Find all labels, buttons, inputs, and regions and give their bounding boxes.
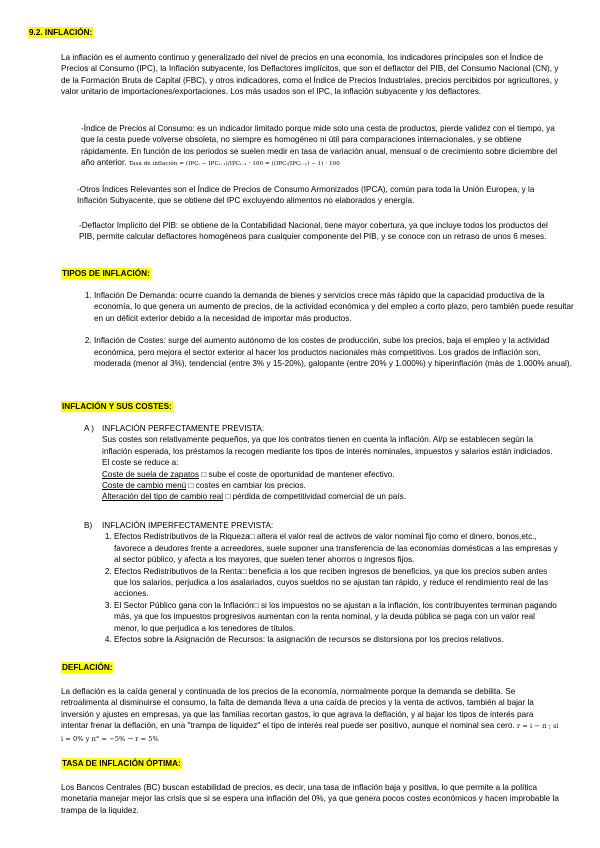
prevista-item-label: Coste de cambio menú — [102, 481, 187, 491]
prevista-letter: A ) — [84, 424, 95, 433]
heading-inflacion — [28, 27, 93, 38]
ipc-item-text: -Índice de Precios al Consumo: es un indicador limitado porque mide solo una cesta de productos, pierde validez con el tiempo, ya que la cesta puede volverse obsoleta, no siempre es homogéneo ni útil para comparaciones internacionales, y se obtiene rápidamente. En función de los periodos se suelen medir en tasa de variación anual, mensual o de crecimiento sobre diciembre del año anterior. — [81, 124, 558, 168]
heading-costes-text: INFLACIÓN Y SUS COSTES: — [62, 402, 172, 411]
prevista-item — [102, 491, 560, 502]
deflacion-paragraph — [61, 686, 561, 745]
deflacion-formula: r = i − π ; si i = 0% y π° = −5% → r = 5% — [61, 722, 559, 743]
optima-paragraph: Los Bancos Centrales (BC) buscan estabilidad de precios, es decir, una tasa de inflación baja y positiva, lo que permite a la política monetaria manejar mejor las crisis que si se espera una inflación del 0%, ya que genera pocos costes económicos y hacen improbable la trampa de la liquidez. — [61, 783, 559, 815]
heading-optima — [61, 758, 182, 769]
heading-costes — [61, 401, 173, 412]
heading-deflacion-text: DEFLACIÓN: — [62, 663, 113, 672]
tipos-list — [80, 290, 576, 369]
heading-inflacion-text: 9.2. INFLACIÓN: — [29, 28, 93, 37]
imprevista-section — [84, 520, 562, 645]
prevista-text: Sus costes son relativamente pequeños, ya que los contratos tienen en cuenta la inflación. Al/p se establecen según la inflación esperada, los préstamos la recogen mediante los tipos de interés nominales, impuestos y salarios están indiciados. El coste se reduce a: — [102, 435, 553, 468]
prevista-item-rest: □ sube el coste de oportunidad de mantener efectivo. — [201, 469, 395, 479]
prevista-item — [102, 480, 560, 491]
prevista-item-rest: □ pérdida de competitividad comercial de un país. — [225, 492, 406, 502]
ipc-item — [81, 123, 559, 171]
otros-indices-item: -Otros Índices Relevantes son el Índice de Precios de Consumo Armonizados (IPCA), común para toda la Unión Europea, y la Inflación Subyacente, que se obtiene del IPC excluyendo alimentos no elaborados y energía. — [77, 185, 535, 206]
deflacion-text: La deflación es la caída general y continuada de los precios de la economía, normalmente porque la demanda se debilita. Se retroalimenta al disminuirse el consumo, la falta de demanda lleva a una caída de precios y la venta de activos, también al bajar la inversión y ajustes en empresas, ya que las familias recortan gastos, lo que agrava la deflación, y al bajar los tipos de interés para intentar frenar la deflación, en una "trampa de liquidez" el tipo de interés real puede ser positivo, aunque el nominal sea cero. — [61, 687, 534, 731]
prevista-section — [84, 423, 560, 503]
tipo-demanda: 1. Inflación De Demanda: ocurre cuando la demanda de bienes y servicios crece más rápido que la capacidad productiva de la economía, lo que genera un aumento de precios, de la actividad económica y del empleo a corto plazo, pero también puede resultar en un déficit exterior debido a la necesidad de importar más productos. — [94, 290, 576, 324]
heading-optima-text: TASA DE INFLACIÓN ÓPTIMA: — [62, 759, 181, 768]
efecto-renta: 2. Efectos Redistributivos de la Renta□ beneficia a los que reciben ingresos de beneficios, ya que los precios suben antes que los salarios, perjudica a los asalariados, cuyos sueldos no se ajustan tan rápido, y reduce el rendimiento real de las acciones. — [114, 566, 562, 600]
imprevista-title: INFLACIÓN IMPERFECTAMENTE PREVISTA: — [102, 521, 274, 530]
ipc-formula: Tasa de inflación = (IPCₜ − IPCₜ₋₁)/IPCₜ₋₁ · 100 = ((IPCₜ/IPCₜ₋₁) − 1) · 100 — [128, 161, 340, 168]
prevista-item — [102, 469, 560, 480]
heading-tipos — [61, 268, 151, 279]
prevista-title: INFLACIÓN PERFECTAMENTE PREVISTA: — [102, 424, 265, 433]
prevista-item-label: Coste de suela de zapatos — [102, 469, 199, 479]
efecto-asignacion: 4. Efectos sobre la Asignación de Recursos: la asignación de recursos se distorsiona por los precios relativos. — [114, 634, 562, 645]
efecto-riqueza: 1. Efectos Redistributivos de la Riqueza□ altera el valor real de activos de valor nominal fijo como el dinero, bonos,etc., favorece a deudores frente a acreedores, suele suponer una transferencia de las economías domésticas a las empresas y al sector público, y afecta a los mayores, que suelen tener ahorros o ingresos fijos. — [114, 531, 562, 565]
prevista-item-label: Alteración del tipo de cambio real — [102, 492, 224, 502]
imprevista-list — [84, 531, 562, 645]
intro-paragraph: La inflación es el aumento continuo y generalizado del nivel de precios en una economía, los indicadores principales son el Índice de Precios al Consumo (IPC), la Inflación subyacente, los Deflactores implícitos, que son el deflactor del PIB, del Consumo Nacional (CN), y de la Formación Bruta de Capital (FBC), y otros indicadores, como el Índice de Precios Industriales, precios percibidos por agricultores, y valor unitario de importaciones/exportaciones. Los más usados son el IPC, la inflación subyacente y los deflactores. — [61, 53, 559, 97]
efecto-sector-publico: 3. El Sector Público gana con la Inflación□ si los impuestos no se ajustan a la inflación, los contribuyentes terminan pagando más, ya que los impuestos progresivos aumentan con la renta nominal, y la deuda pública se paga con un valor real menor, lo que perjudica a los tenedores de títulos. — [114, 600, 562, 634]
deflactor-item: -Deflactor Implícito del PIB: se obtiene de la Contabilidad Nacional, tiene mayor cobertura, ya que incluye todos los productos del PIB, permite calcular deflactores homogéneos para cualquier componente del PIB, y se conoce con un retraso de unos 6 meses. — [79, 221, 548, 242]
imprevista-letter: B) — [84, 521, 93, 530]
heading-tipos-text: TIPOS DE INFLACIÓN: — [62, 269, 150, 278]
prevista-item-rest: □ costes en cambiar los precios. — [188, 481, 306, 491]
tipo-costes: 2. Inflación de Costes: surge del aumento autónomo de los costes de producción, sube los precios, baja el empleo y la actividad económica, pero mejora el sector exterior al hacer los productos nacionales más competitivos. Los grados de inflación son, moderada (menor al 3%), tendencial (entre 3% y 15-20%), galopante (entre 20% y 1.000%) y hiperinflación (más de 1.000% anual). — [94, 335, 576, 369]
heading-deflacion — [61, 662, 113, 673]
